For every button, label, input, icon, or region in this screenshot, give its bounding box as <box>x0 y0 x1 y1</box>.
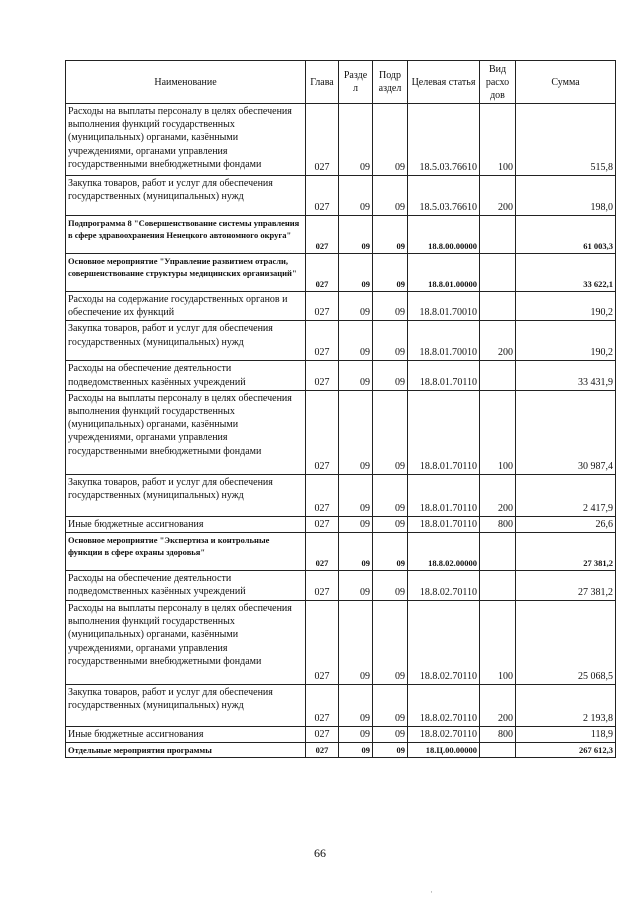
cell-sum: 198,0 <box>516 176 616 216</box>
table-row <box>66 176 616 216</box>
cell-target: 18.8.02.70110 <box>408 601 480 685</box>
cell-razdel: 09 <box>339 292 373 321</box>
cell-razdel: 09 <box>339 321 373 361</box>
cell-sum: 33 622,1 <box>516 254 616 292</box>
cell-target: 18.8.01.70010 <box>408 321 480 361</box>
cell-vid <box>480 292 516 321</box>
cell-glava: 027 <box>306 516 339 532</box>
cell-glava: 027 <box>306 361 339 390</box>
cell-podrazdel: 09 <box>373 533 408 571</box>
cell-razdel: 09 <box>339 743 373 758</box>
cell-glava: 027 <box>306 216 339 254</box>
table-row <box>66 571 616 601</box>
cell-name: Закупка товаров, работ и услуг для обеспечения государственных (муниципальных) нужд <box>66 176 306 216</box>
cell-vid: 100 <box>480 104 516 176</box>
cell-name: Основное мероприятие "Экспертиза и контрольные функции в сфере охраны здоровья" <box>66 533 306 571</box>
cell-razdel: 09 <box>339 474 373 516</box>
cell-sum: 26,6 <box>516 516 616 532</box>
cell-target: 18.8.01.70110 <box>408 516 480 532</box>
budget-table <box>65 60 616 758</box>
cell-razdel: 09 <box>339 571 373 601</box>
cell-razdel: 09 <box>339 727 373 743</box>
table-row <box>66 104 616 176</box>
cell-glava: 027 <box>306 390 339 474</box>
cell-vid: 200 <box>480 474 516 516</box>
cell-name: Основное мероприятие "Управление развитием отрасли, совершенствование структуры медицинских организаций" <box>66 254 306 292</box>
cell-sum: 190,2 <box>516 321 616 361</box>
scan-mark: · <box>430 887 433 897</box>
cell-sum: 27 381,2 <box>516 533 616 571</box>
cell-target: 18.8.01.70010 <box>408 292 480 321</box>
cell-razdel: 09 <box>339 176 373 216</box>
cell-glava: 027 <box>306 321 339 361</box>
cell-podrazdel: 09 <box>373 516 408 532</box>
table-row <box>66 216 616 254</box>
header-sum: Сумма <box>516 61 616 104</box>
cell-target: 18.8.00.00000 <box>408 216 480 254</box>
cell-podrazdel: 09 <box>373 292 408 321</box>
cell-glava: 027 <box>306 533 339 571</box>
cell-name: Расходы на выплаты персоналу в целях обеспечения выполнения функций государственных (муниципальных) органами, казёнными учреждениями, органами управления государственными внебюджетными фондами <box>66 390 306 474</box>
cell-target: 18.8.01.70110 <box>408 361 480 390</box>
cell-glava: 027 <box>306 571 339 601</box>
cell-vid <box>480 743 516 758</box>
cell-podrazdel: 09 <box>373 176 408 216</box>
cell-podrazdel: 09 <box>373 254 408 292</box>
table-row <box>66 685 616 727</box>
cell-sum: 2 193,8 <box>516 685 616 727</box>
cell-vid: 100 <box>480 390 516 474</box>
cell-name: Расходы на обеспечение деятельности подведомственных казённых учреждений <box>66 571 306 601</box>
cell-podrazdel: 09 <box>373 743 408 758</box>
cell-razdel: 09 <box>339 601 373 685</box>
cell-vid <box>480 216 516 254</box>
cell-target: 18.8.01.70110 <box>408 390 480 474</box>
cell-target: 18.8.02.70110 <box>408 727 480 743</box>
cell-razdel: 09 <box>339 533 373 571</box>
cell-name: Закупка товаров, работ и услуг для обеспечения государственных (муниципальных) нужд <box>66 474 306 516</box>
cell-podrazdel: 09 <box>373 216 408 254</box>
cell-glava: 027 <box>306 743 339 758</box>
table-row <box>66 361 616 390</box>
page-number: 66 <box>314 846 326 860</box>
cell-vid <box>480 571 516 601</box>
cell-glava: 027 <box>306 685 339 727</box>
header-name: Наименование <box>66 61 306 104</box>
cell-glava: 027 <box>306 474 339 516</box>
cell-glava: 027 <box>306 727 339 743</box>
table-header-row <box>66 61 616 104</box>
cell-razdel: 09 <box>339 254 373 292</box>
cell-name: Иные бюджетные ассигнования <box>66 516 306 532</box>
cell-podrazdel: 09 <box>373 571 408 601</box>
cell-name: Иные бюджетные ассигнования <box>66 727 306 743</box>
cell-target: 18.8.02.70110 <box>408 571 480 601</box>
cell-glava: 027 <box>306 104 339 176</box>
cell-sum: 61 003,3 <box>516 216 616 254</box>
cell-sum: 267 612,3 <box>516 743 616 758</box>
cell-target: 18.8.01.00000 <box>408 254 480 292</box>
cell-razdel: 09 <box>339 685 373 727</box>
header-glava: Глава <box>306 61 339 104</box>
header-podrazdel: Подр аздел <box>373 61 408 104</box>
table-row <box>66 292 616 321</box>
cell-name: Закупка товаров, работ и услуг для обеспечения государственных (муниципальных) нужд <box>66 685 306 727</box>
table-row <box>66 601 616 685</box>
cell-name: Расходы на обеспечение деятельности подведомственных казённых учреждений <box>66 361 306 390</box>
header-vid: Вид расхо дов <box>480 61 516 104</box>
cell-podrazdel: 09 <box>373 321 408 361</box>
cell-target: 18.5.03.76610 <box>408 104 480 176</box>
cell-podrazdel: 09 <box>373 361 408 390</box>
table-row <box>66 254 616 292</box>
cell-vid: 200 <box>480 685 516 727</box>
cell-name: Расходы на выплаты персоналу в целях обеспечения выполнения функций государственных (муниципальных) органами, казёнными учреждениями, органами управления государственными внебюджетными фондами <box>66 601 306 685</box>
cell-podrazdel: 09 <box>373 390 408 474</box>
cell-razdel: 09 <box>339 104 373 176</box>
table-row <box>66 533 616 571</box>
header-target: Целевая статья <box>408 61 480 104</box>
table-row <box>66 743 616 758</box>
cell-name: Подпрограмма 8 "Совершенствование системы управления в сфере здравоохранения Ненецкого автономного округа" <box>66 216 306 254</box>
cell-podrazdel: 09 <box>373 474 408 516</box>
cell-glava: 027 <box>306 176 339 216</box>
cell-sum: 118,9 <box>516 727 616 743</box>
cell-sum: 27 381,2 <box>516 571 616 601</box>
cell-vid: 800 <box>480 516 516 532</box>
cell-vid <box>480 533 516 571</box>
table-row <box>66 727 616 743</box>
table-row <box>66 321 616 361</box>
cell-vid <box>480 254 516 292</box>
cell-sum: 25 068,5 <box>516 601 616 685</box>
cell-vid <box>480 361 516 390</box>
cell-razdel: 09 <box>339 390 373 474</box>
cell-glava: 027 <box>306 254 339 292</box>
cell-razdel: 09 <box>339 516 373 532</box>
cell-name: Расходы на выплаты персоналу в целях обеспечения выполнения функций государственных (муниципальных) органами, казёнными учреждениями, органами управления государственными внебюджетными фондами <box>66 104 306 176</box>
cell-razdel: 09 <box>339 361 373 390</box>
cell-vid: 100 <box>480 601 516 685</box>
cell-podrazdel: 09 <box>373 727 408 743</box>
cell-name: Расходы на содержание государственных органов и обеспечение их функций <box>66 292 306 321</box>
cell-vid: 800 <box>480 727 516 743</box>
cell-target: 18.8.02.70110 <box>408 685 480 727</box>
cell-sum: 33 431,9 <box>516 361 616 390</box>
table-row <box>66 474 616 516</box>
cell-vid: 200 <box>480 176 516 216</box>
header-razdel: Разде л <box>339 61 373 104</box>
cell-target: 18.8.01.70110 <box>408 474 480 516</box>
cell-name: Закупка товаров, работ и услуг для обеспечения государственных (муниципальных) нужд <box>66 321 306 361</box>
cell-sum: 515,8 <box>516 104 616 176</box>
cell-razdel: 09 <box>339 216 373 254</box>
table-row <box>66 516 616 532</box>
cell-podrazdel: 09 <box>373 685 408 727</box>
cell-target: 18.5.03.76610 <box>408 176 480 216</box>
cell-sum: 190,2 <box>516 292 616 321</box>
cell-podrazdel: 09 <box>373 601 408 685</box>
cell-podrazdel: 09 <box>373 104 408 176</box>
cell-glava: 027 <box>306 601 339 685</box>
cell-sum: 2 417,9 <box>516 474 616 516</box>
cell-sum: 30 987,4 <box>516 390 616 474</box>
cell-target: 18.Ц.00.00000 <box>408 743 480 758</box>
cell-name: Отдельные мероприятия программы <box>66 743 306 758</box>
cell-vid: 200 <box>480 321 516 361</box>
cell-target: 18.8.02.00000 <box>408 533 480 571</box>
cell-glava: 027 <box>306 292 339 321</box>
table-row <box>66 390 616 474</box>
